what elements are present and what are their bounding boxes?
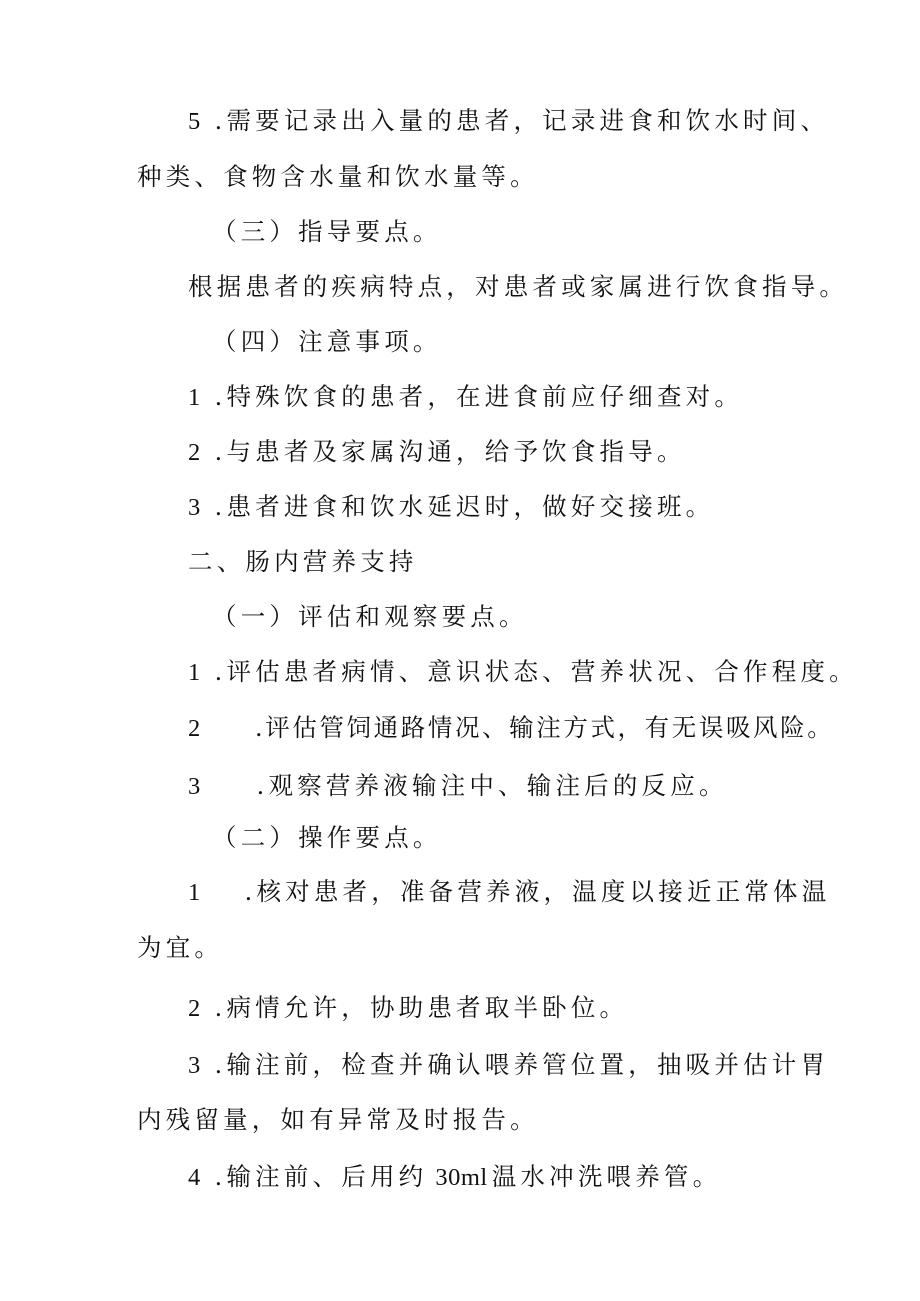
item-number: 1 (188, 659, 205, 686)
list-item (188, 876, 830, 909)
item-number: 1 (188, 384, 205, 411)
item-number: 3 (188, 494, 205, 521)
paragraph-text: .需要记录出入量的患者，记录进食和饮水时间、 (214, 106, 830, 135)
heading-text: （一）评估和观察要点。 (212, 602, 528, 631)
list-item (188, 656, 858, 689)
item-number: 2 (188, 439, 205, 466)
paragraph-5 (188, 105, 829, 138)
section-heading-enteral-nutrition (188, 546, 418, 578)
item-number: 2 (188, 995, 205, 1022)
heading-text: （三）指导要点。 (212, 217, 442, 246)
item-number: 4 (188, 1164, 205, 1191)
section-heading-assessment (212, 601, 528, 633)
heading-text: 二、肠内营养支持 (188, 547, 418, 576)
list-item (188, 770, 728, 803)
list-item (188, 992, 628, 1025)
item-number: 2 (188, 715, 203, 742)
list-item (188, 491, 714, 524)
paragraph-text: 种类、食物含水量和饮水量等。 (137, 162, 539, 191)
paragraph-text: .特殊饮食的患者，在进食前应仔细查对。 (214, 382, 744, 411)
list-item (188, 436, 686, 469)
list-item (188, 1161, 721, 1194)
paragraph-text: .输注前、后用约 (214, 1162, 428, 1191)
paragraph-text: 为宜。 (137, 933, 224, 962)
heading-text: （二）操作要点。 (212, 823, 442, 852)
paragraph-text: .患者进食和饮水延迟时，做好交接班。 (214, 492, 715, 521)
paragraph-text: 内残留量，如有异常及时报告。 (137, 1105, 539, 1134)
section-heading-precautions (212, 326, 442, 358)
paragraph-text: .评估患者病情、意识状态、营养状况、合作程度。 (214, 657, 858, 686)
list-item-continued (137, 932, 223, 964)
list-item (188, 1049, 829, 1082)
paragraph-text: .观察营养液输注中、输注后的反应。 (256, 771, 728, 800)
item-number: 1 (188, 879, 205, 906)
list-item-continued (137, 1104, 539, 1136)
paragraph-text: .评估管饲通路情况、输注方式，有无误吸风险。 (254, 713, 835, 742)
item-number: 3 (188, 1052, 205, 1079)
item-number: 3 (188, 773, 205, 800)
volume-value: 30ml (435, 1164, 488, 1191)
section-heading-guidance (212, 216, 442, 248)
section-heading-operation (212, 822, 442, 854)
paragraph-text: 根据患者的疾病特点，对患者或家属进行饮食指导。 (188, 272, 849, 301)
paragraph-text: .输注前，检查并确认喂养管位置，抽吸并估计胃 (214, 1050, 830, 1079)
paragraph-text: .病情允许，协助患者取半卧位。 (214, 993, 629, 1022)
list-item (188, 712, 834, 745)
paragraph-guidance (188, 271, 848, 303)
paragraph-5-continued (137, 161, 539, 193)
heading-text: （四）注意事项。 (212, 327, 442, 356)
paragraph-text: .核对患者，准备营养液，温度以接近正常体温 (244, 877, 831, 906)
item-number: 5 (188, 108, 205, 135)
list-item (188, 381, 743, 414)
paragraph-text: .与患者及家属沟通，给予饮食指导。 (214, 437, 686, 466)
paragraph-text: 温水冲洗喂养管。 (491, 1162, 722, 1191)
